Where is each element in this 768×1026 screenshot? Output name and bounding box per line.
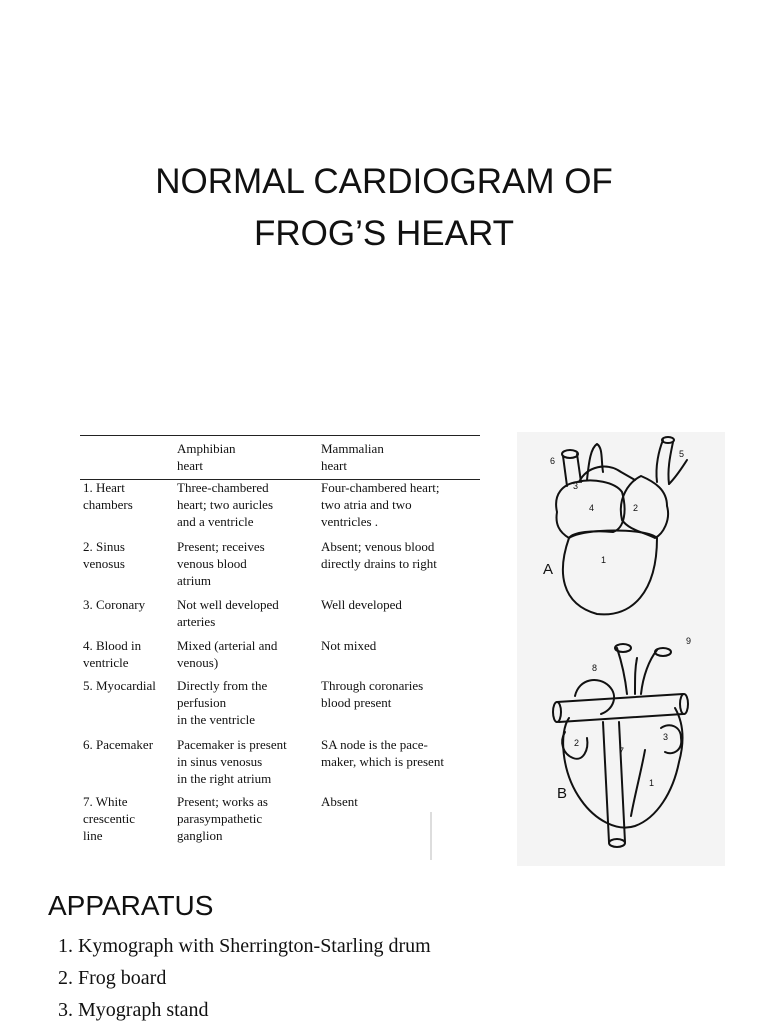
heart-b-vessel-7-opening [609,839,625,847]
row-1-feature: 1. Heart chambers [83,480,133,512]
row-7-mammalian: Absent [321,794,358,809]
apparatus-heading: APPARATUS [48,890,214,921]
row-5-mammalian: Through coronaries blood present [321,678,424,710]
row-3-amphibian: Not well developed arteries [177,597,279,629]
apparatus-list [58,930,431,1026]
heart-b-vessel-7 [603,722,625,842]
heart-a [556,437,687,614]
row-3-mammalian: Well developed [321,597,402,612]
row-2-amphibian: Present; receives venous blood atrium [177,539,265,588]
heart-diagram-svg [517,432,725,866]
heart-a-vessel-5 [656,440,673,484]
apparatus-item-3: 3. Myograph stand [58,999,209,1021]
row-6-amphibian: Pacemaker is present in sinus venosus in the right atrium [177,737,287,786]
row-1-amphibian: Three-chambered heart; two auricles and a ventricle [177,480,274,529]
heart-b-vessel-8-left-opening [553,702,561,722]
heart-b-number-1: 1 [649,778,655,788]
row-2-feature: 2. Sinus venosus [83,539,125,571]
heart-b-numbers [574,636,691,788]
row-4-mammalian: Not mixed [321,638,377,653]
scan-shadow-line [430,812,432,860]
heart-b-vessel-8-right-opening [680,694,688,714]
row-6-mammalian: SA node is the pace- maker, which is present [321,737,444,769]
heart-b-septum [631,750,645,816]
row-4-feature: 4. Blood in ventricle [83,638,142,670]
heart-b-number-8: 8 [592,663,598,673]
heart-a-number-2: 2 [633,503,639,513]
heart-b-number-7: 7 [619,746,625,756]
heart-b-vessel-9 [617,648,657,694]
apparatus-item-2: 2. Frog board [58,967,167,989]
row-5-amphibian: Directly from the perfusion in the ventricle [177,678,268,727]
header-mammalian: Mammalian heart [321,441,384,473]
title-line-1: NORMAL CARDIOGRAM OF [155,162,613,201]
heart-a-ventricle [563,531,657,615]
row-3-feature: 3. Coronary [83,597,146,612]
heart-diagram [517,432,725,866]
row-7-amphibian: Present; works as parasympathetic ganglion [177,794,268,843]
heart-b-vessel-9-right-opening [655,648,671,656]
page-title [0,156,768,260]
heart-a-number-3: 3 [573,481,579,491]
heart-a-number-6: 6 [550,456,556,466]
table-top-rule [80,435,480,436]
heart-a-left-auricle [621,476,668,538]
heart-b-number-3: 3 [663,732,669,742]
row-2-mammalian: Absent; venous blood directly drains to right [321,539,437,571]
row-7-feature: 7. White crescentic line [83,794,135,843]
heart-a-arch [587,444,603,480]
heart-b-label: B [557,785,568,802]
heart-a-numbers [550,449,684,565]
heart-a-vessel-6-opening [562,450,578,458]
heart-b-vessel-8 [557,694,683,722]
apparatus-item-1: 1. Kymograph with Sherrington-Starling drum [58,935,431,957]
title-line-2: FROG’S HEART [254,214,514,253]
row-1-mammalian: Four-chambered heart; two atria and two ventricles . [321,480,440,529]
header-amphibian: Amphibian heart [177,441,236,473]
heart-b-vessel-9-inner [635,658,637,694]
heart-a-label: A [543,561,554,578]
heart-a-vessel-5-branch [669,460,687,484]
heart-b-number-9: 9 [686,636,692,646]
heart-b-arch [575,680,614,714]
row-4-amphibian: Mixed (arterial and venous) [177,638,278,670]
row-6-feature: 6. Pacemaker [83,737,154,752]
comparison-table [80,432,480,860]
heart-b-number-2: 2 [574,738,580,748]
heart-a-number-1: 1 [601,555,607,565]
row-5-feature: 5. Myocardial [83,678,156,693]
heart-a-number-4: 4 [589,503,595,513]
heart-a-number-5: 5 [679,449,685,459]
